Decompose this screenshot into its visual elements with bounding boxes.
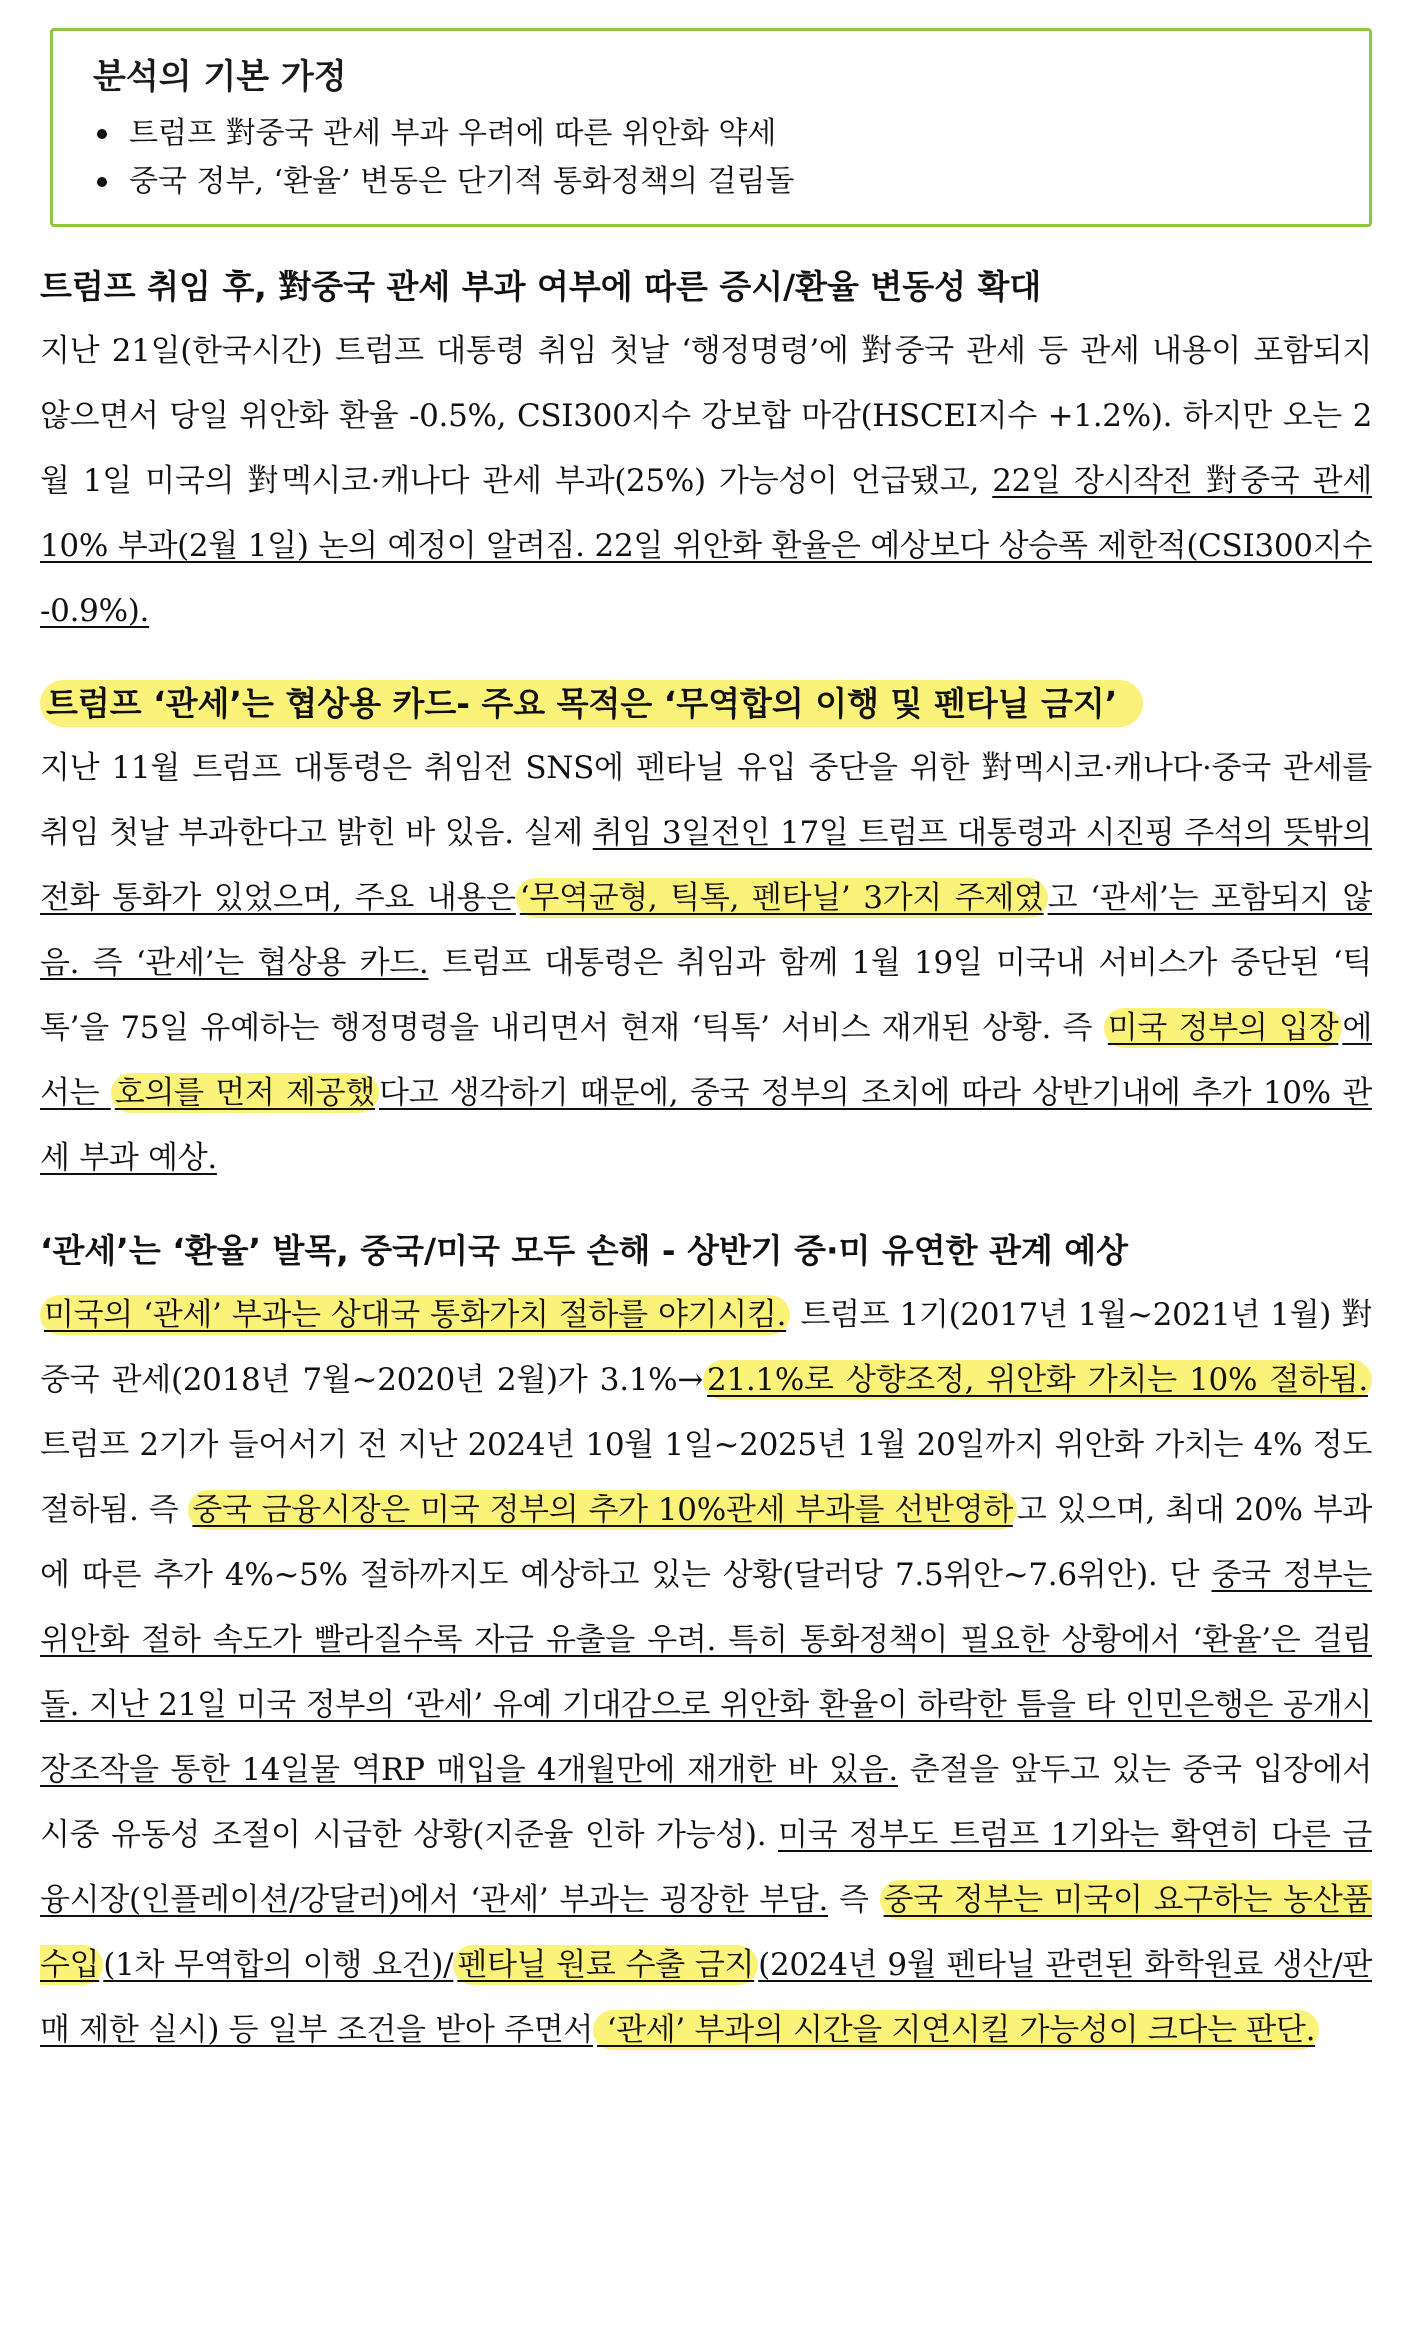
document-page [40, 28, 1372, 2063]
highlighted-text: 호의를 먼저 제공했 [111, 1073, 379, 1113]
highlighted-text: ‘관세’ 부과의 시간을 지연시킬 가능성이 크다는 판단. [593, 2010, 1319, 2050]
section-2-title [40, 678, 1372, 730]
highlighted-text: 미국 정부의 입장 [1104, 1008, 1343, 1048]
highlighted-text: 펜타닐 원료 수출 금지 [453, 1945, 758, 1985]
highlighted-text: 21.1%로 상향조정, 위안화 가치는 10% 절하됨. [703, 1360, 1372, 1400]
underlined-text: 고 ‘관세’는 포함되지 않음. 즉 ‘관세’는 협상용 카드. [40, 880, 1372, 981]
text-run: 춘절을 앞두고 있는 중국 입장에서 시중 유동성 조절이 시급한 상황(지준율 인하 가능성). [40, 1752, 1372, 1853]
assumption-item: 트럼프 對중국 관세 부과 우려에 따른 위안화 약세 [93, 110, 1339, 158]
section-3-paragraph [40, 1283, 1372, 2063]
text-run: 지난 21일(한국시간) 트럼프 대통령 취임 첫날 ‘행정명령’에 對중국 관세 등 관세 내용이 포함되지 않으면서 당일 위안화 환율 -0.5%, CSI300지수 강보합 마감(HSCEI지수 +1.2%). 하지만 오는 2월 1일 미국의 對멕시코·캐나다 관세 부과(25%) 가능성이 언급됐고, [40, 333, 1372, 499]
highlighted-text: ‘무역균형, 틱톡, 펜타닐’ 3가지 주제였 [516, 878, 1048, 918]
text-run: 트럼프 1기(2017년 1월~2021년 1월) 對중국 관세(2018년 7월~2020년 2월)가 3.1%→ [40, 1297, 1372, 1398]
underlined-text: 22일 장시작전 對중국 관세 10% 부과(2월 1일) 논의 예정이 알려짐. 22일 위안화 환율은 예상보다 상승폭 제한적(CSI300지수 -0.9%). [40, 463, 1372, 629]
assumptions-box [50, 28, 1372, 227]
highlighted-text: 중국 금융시장은 미국 정부의 추가 10%관세 부과를 선반영하 [188, 1490, 1017, 1530]
section-1 [40, 261, 1372, 644]
underlined-text: 취임 3일전인 17일 트럼프 대통령과 시진핑 주석의 뜻밖의 전화 통화가 있었으며, 주요 내용은 [40, 815, 1372, 916]
section-3-title: ‘관세’는 ‘환율’ 발목, 중국/미국 모두 손해 - 상반기 중·미 유연한 관계 예상 [40, 1231, 1129, 1270]
highlighted-text: 중국 정부는 미국이 요구하는 농산품 수입 [40, 1882, 1372, 1983]
text-run: 트럼프 2기가 들어서기 전 지난 2024년 10월 1일~2025년 1월 20일까지 위안화 가치는 4% 정도 절하됨. 즉 [40, 1427, 1372, 1528]
assumption-item: 중국 정부, ‘환율’ 변동은 단기적 통화정책의 걸림돌 [93, 158, 1339, 206]
highlighted-title: 트럼프 ‘관세’는 협상용 카드- 주요 목적은 ‘무역합의 이행 및 펜타닐 금지’ [40, 680, 1143, 727]
underlined-text: (1차 무역합의 이행 요건)/ [103, 1947, 454, 1983]
text-run: 지난 11월 트럼프 대통령은 취임전 SNS에 펜타닐 유입 중단을 위한 對멕시코·캐나다·중국 관세를 취임 첫날 부과한다고 밝힌 바 있음. 실제 [40, 750, 1372, 851]
section-2 [40, 678, 1372, 1191]
text-run: 즉 [828, 1882, 880, 1918]
section-2-paragraph [40, 736, 1372, 1191]
section-1-paragraph [40, 319, 1372, 644]
text-run: 고 있으며, 최대 20% 부과에 따른 추가 4%~5% 절하까지도 예상하고 있는 상황(달러당 7.5위안~7.6위안). 단 [40, 1492, 1372, 1593]
underlined-text: 중국 정부는 위안화 절하 속도가 빨라질수록 자금 유출을 우려. 특히 통화정책이 필요한 상황에서 ‘환율’은 걸림돌. 지난 21일 미국 정부의 ‘관세’ 유예 기대감으로 위안화 환율이 하락한 틈을 타 인민은행은 공개시장조작을 통한 14일물 역RP 매입을 4개월만에 재개한 바 있음. [40, 1557, 1372, 1788]
underlined-text: 다고 생각하기 때문에, 중국 정부의 조치에 따라 상반기내에 추가 10% 관세 부과 예상. [40, 1075, 1372, 1176]
section-1-title: 트럼프 취임 후, 對중국 관세 부과 여부에 따른 증시/환율 변동성 확대 [40, 267, 1042, 306]
underlined-text: (2024년 9월 펜타닐 관련된 화학원료 생산/판매 제한 실시) 등 일부 조건을 받아 주면서 [40, 1947, 1372, 2048]
section-3 [40, 1225, 1372, 2063]
assumptions-title: 분석의 기본 가정 [93, 57, 347, 97]
text-run: 트럼프 대통령은 취임과 함께 1월 19일 미국내 서비스가 중단된 ‘틱톡’을 75일 유예하는 행정명령을 내리면서 현재 ‘틱톡’ 서비스 재개된 상황. 즉 [40, 945, 1372, 1046]
underlined-text: 에서는 [40, 1010, 1372, 1111]
assumptions-list [93, 110, 1339, 206]
underlined-text: 미국 정부도 트럼프 1기와는 확연히 다른 금융시장(인플레이션/강달러)에서 ‘관세’ 부과는 굉장한 부담. [40, 1817, 1372, 1918]
highlighted-text: 미국의 ‘관세’ 부과는 상대국 통화가치 절하를 야기시킴. [40, 1295, 790, 1335]
